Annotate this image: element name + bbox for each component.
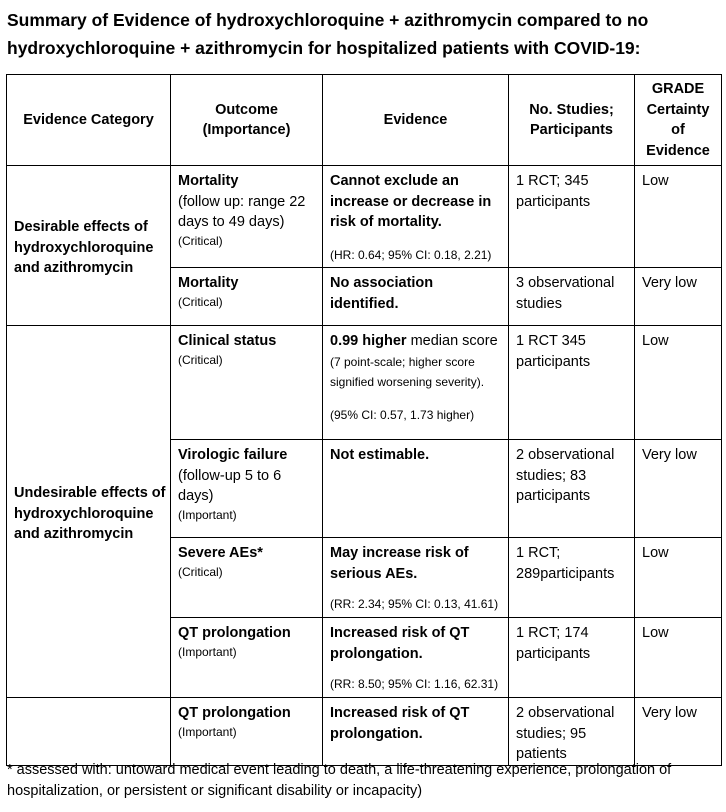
- table-header-row: [7, 75, 722, 166]
- evidence-statement: Increased risk of QT prolongation.: [330, 705, 470, 742]
- evidence-statement: Cannot exclude an increase or decrease in risk of mortality.: [330, 173, 492, 230]
- outcome-detail: (follow up: range 22 days to 49 days): [178, 193, 306, 230]
- outcome-name: Mortality: [178, 173, 239, 189]
- studies-cell: 2 observational studies; 83 participants: [509, 440, 635, 538]
- evidence-note: (7 point-scale; higher score signified worsening severity).: [330, 354, 485, 389]
- outcome-name: Mortality: [178, 275, 239, 291]
- studies-cell: 1 RCT; 345 participants: [509, 166, 635, 268]
- outcome-name: Clinical status: [178, 333, 277, 349]
- outcome-importance: (Critical): [178, 294, 223, 309]
- evidence-summary-table: [6, 74, 722, 766]
- studies-cell: 1 RCT 345 participants: [509, 326, 635, 440]
- outcome-importance: (Critical): [178, 233, 223, 248]
- evidence-statement: No association identified.: [330, 275, 434, 312]
- evidence-cell: [323, 538, 509, 618]
- evidence-cell: [323, 326, 509, 440]
- studies-cell: 2 observational studies; 95 patients: [509, 698, 635, 766]
- outcome-cell: [171, 618, 323, 698]
- evidence-cell: [323, 440, 509, 538]
- outcome-name: QT prolongation: [178, 705, 291, 721]
- outcome-detail: (follow-up 5 to 6 days): [178, 467, 282, 504]
- outcome-importance: (Important): [178, 507, 237, 522]
- header-evidence: Evidence: [323, 75, 509, 166]
- evidence-cell: [323, 698, 509, 766]
- grade-cell: Very low: [635, 698, 722, 766]
- studies-cell: 3 observational studies: [509, 268, 635, 326]
- outcome-name: QT prolongation: [178, 625, 291, 641]
- category-desirable: Desirable effects of hydroxychloroquine and azithromycin: [7, 166, 171, 326]
- outcome-name: Virologic failure: [178, 447, 288, 463]
- outcome-cell: [171, 698, 323, 766]
- outcome-name: Severe AEs*: [178, 545, 263, 561]
- studies-cell: 1 RCT; 174 participants: [509, 618, 635, 698]
- outcome-importance: (Important): [178, 724, 237, 739]
- outcome-cell: [171, 268, 323, 326]
- grade-cell: Low: [635, 618, 722, 698]
- evidence-text: median score: [406, 333, 498, 349]
- evidence-cell: [323, 166, 509, 268]
- table-row: [7, 166, 722, 268]
- evidence-statistic: (95% CI: 0.57, 1.73 higher): [330, 407, 475, 422]
- evidence-cell: [323, 268, 509, 326]
- outcome-cell: [171, 326, 323, 440]
- category-empty: [7, 698, 171, 766]
- studies-cell: 1 RCT; 289participants: [509, 538, 635, 618]
- outcome-cell: [171, 440, 323, 538]
- evidence-statistic: (HR: 0.64; 95% CI: 0.18, 2.21): [330, 247, 492, 262]
- evidence-statement: May increase risk of serious AEs.: [330, 545, 469, 582]
- table-row: [7, 326, 722, 440]
- table-row: [7, 698, 722, 766]
- footnote: * assessed with: untoward medical event leading to death, a life-threatening experience, prolongation of hospitalization, or persistent or significant disability or incapacity): [7, 762, 672, 799]
- grade-cell: Very low: [635, 268, 722, 326]
- header-evidence-category: Evidence Category: [7, 75, 171, 166]
- evidence-cell: [323, 618, 509, 698]
- grade-cell: Low: [635, 326, 722, 440]
- header-outcome: Outcome (Importance): [171, 75, 323, 166]
- grade-cell: Very low: [635, 440, 722, 538]
- evidence-statistic: (RR: 2.34; 95% CI: 0.13, 41.61): [330, 597, 499, 611]
- category-undesirable: Undesirable effects of hydroxychloroquine and azithromycin: [7, 326, 171, 698]
- evidence-statement: Not estimable.: [330, 447, 430, 463]
- outcome-importance: (Critical): [178, 564, 223, 579]
- header-studies: No. Studies; Participants: [509, 75, 635, 166]
- evidence-statement: Increased risk of QT prolongation.: [330, 625, 470, 662]
- outcome-cell: [171, 166, 323, 268]
- outcome-importance: (Critical): [178, 352, 223, 367]
- header-grade: GRADE Certainty of Evidence: [635, 75, 722, 166]
- grade-cell: Low: [635, 538, 722, 618]
- evidence-statistic: (RR: 8.50; 95% CI: 1.16, 62.31): [330, 677, 499, 691]
- grade-cell: Low: [635, 166, 722, 268]
- outcome-cell: [171, 538, 323, 618]
- outcome-importance: (Important): [178, 644, 237, 659]
- page-title: Summary of Evidence of hydroxychloroquine + azithromycin compared to no hydroxychloroquine + azithromycin for hospitalized patients with COVID-19:: [7, 10, 649, 58]
- evidence-statement: 0.99 higher: [330, 333, 407, 349]
